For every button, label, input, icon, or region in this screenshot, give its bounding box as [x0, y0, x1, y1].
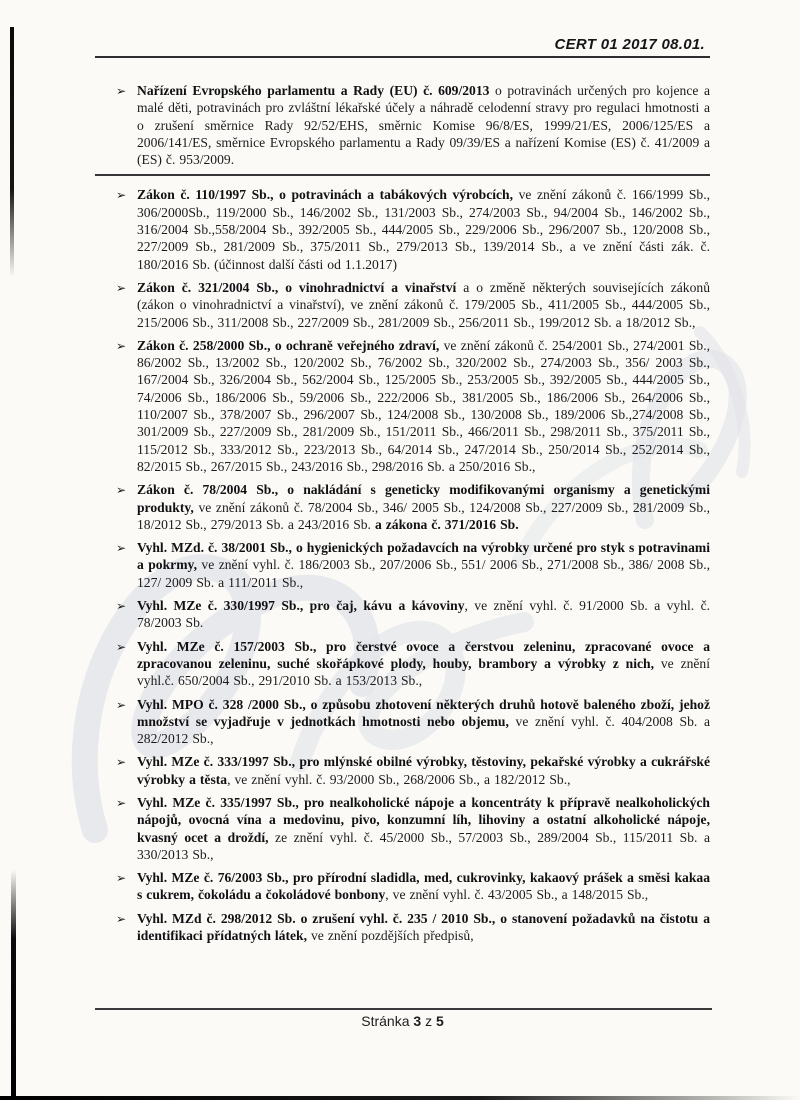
arrow-bullet-icon: ➢: [116, 338, 127, 353]
regulation-amendments: , ve znění vyhl. č. 43/2005 Sb., a 148/2015 Sb.,: [385, 887, 649, 903]
regulation-title: Zákon č. 110/1997 Sb., o potravinách a tabákových výrobcích,: [137, 187, 514, 203]
regulation-amendments: ze znění vyhl. č. 45/2000 Sb., 57/2003 Sb., 289/2004 Sb., 115/2011 Sb. a 330/2013 Sb.,: [137, 829, 710, 862]
regulation-title: Zákon č. 78/2004 Sb., o nakládání s geneticky modifikovanými organismy a genetickými produkty,: [137, 482, 710, 515]
arrow-bullet-icon: ➢: [116, 483, 127, 498]
header-divider: [95, 56, 710, 58]
regulation-amendments: ve znění zákonů č. 254/2001 Sb., 274/2001 Sb., 86/2002 Sb., 13/2002 Sb., 120/2002 Sb., 76/2002 Sb., 320/2002 Sb., 274/2003 Sb., 356/ 2003 Sb., 167/2004 Sb., 326/2004 Sb., 562/2004 Sb., 125/2005 Sb., 253/2005 Sb., 392/2005 Sb., 444/2005 Sb., 74/2006 Sb., 186/2006 Sb., 59/2006 Sb., 222/2006 Sb., 381/2005 Sb., 186/2006 Sb., 264/2006 Sb., 110/2007 Sb., 378/2007 Sb., 296/2007 Sb., 124/2008 Sb., 130/2008 Sb., 189/2006 Sb.,274/2008 Sb., 301/2009 Sb., 227/2009 Sb., 281/2009 Sb., 151/2011 Sb., 466/2011 Sb., 298/2011 Sb., 375/2011 Sb., 115/2012 Sb., 333/2012 Sb., 223/2013 Sb., 64/2014 Sb., 247/2014 Sb., 250/2014 Sb., 252/2014 Sb., 82/2015 Sb., 267/2015 Sb., 243/2016 Sb., 298/2016 Sb. a 250/2016 Sb.,: [137, 337, 710, 474]
list-item: [95, 753, 710, 788]
regulation-title: Vyhl. MZe č. 330/1997 Sb., pro čaj, kávu a kávoviny: [137, 598, 465, 614]
regulation-title: Vyhl. MZe č. 335/1997 Sb., pro nealkoholické nápoje a koncentráty k přípravě nealkoholických nápojů, ovocná vína a medovinu, pivo, konzumní líh, lihoviny a ostatní alkoholické nápoje, kvasný ocet a droždí,: [137, 794, 710, 845]
page-number-indicator: [95, 1013, 710, 1029]
footer-total-pages: 5: [435, 1013, 444, 1029]
arrow-bullet-icon: ➢: [116, 755, 127, 770]
regulation-list: [95, 82, 710, 950]
regulation-text: [137, 869, 710, 904]
regulation-text: [137, 638, 710, 690]
regulation-title-tail: a zákona č. 371/2016 Sb.: [374, 516, 519, 532]
regulation-title: Zákon č. 258/2000 Sb., o ochraně veřejného zdraví,: [137, 337, 440, 353]
list-item: [95, 82, 710, 168]
scan-edge-artifact-bottom: [0, 1096, 800, 1100]
regulation-amendments: ve znění vyhl. č. 404/2008 Sb. a 282/2012 Sb.,: [137, 713, 710, 747]
list-item: [95, 337, 710, 475]
regulation-title: Vyhl. MZe č. 333/1997 Sb., pro mlýnské obilné výrobky, těstoviny, pekařské výrobky a cukrářské výrobky a těsta: [137, 754, 710, 787]
regulation-title: Vyhl. MZe č. 76/2003 Sb., pro přírodní sladidla, med, cukrovinky, kakaový prášek a směsi kakaa s cukrem, čokoládu a čokoládové bonbony: [137, 870, 710, 903]
arrow-bullet-icon: ➢: [116, 871, 127, 886]
scan-edge-artifact-top-left: [10, 27, 14, 277]
regulation-text: [137, 539, 710, 591]
list-item: [95, 481, 710, 533]
arrow-bullet-icon: ➢: [116, 84, 127, 98]
regulation-text: [137, 82, 710, 168]
regulation-amendments: ve znění pozdějších předpisů,: [307, 928, 474, 944]
regulation-amendments: a o změně některých souvisejících zákonů (zákon o vinohradnictví a vinařství), ve znění zákonů č. 179/2005 Sb., 411/2005 Sb., 444/2005 Sb., 215/2006 Sb., 311/2008 Sb., 227/2009 Sb., 281/2009 Sb., 256/2011 Sb., 199/2012 Sb. a 18/2012 Sb.,: [137, 279, 710, 330]
regulation-title: Zákon č. 321/2004 Sb., o vinohradnictví a vinařství: [137, 279, 457, 295]
regulation-text: [137, 481, 710, 533]
regulation-text: [137, 186, 710, 272]
footer-divider: [95, 1008, 712, 1010]
regulation-amendments: , ve znění vyhl. č. 93/2000 Sb., 268/2006 Sb., a 182/2012 Sb.,: [227, 771, 571, 787]
regulation-text: [137, 337, 710, 475]
list-item: [95, 696, 710, 748]
list-item: [95, 186, 710, 272]
regulation-title: Vyhl. MZd. č. 38/2001 Sb., o hygienických požadavcích na výrobky určené pro styk s potravinami a pokrmy,: [137, 540, 710, 573]
list-item: [95, 869, 710, 904]
footer-current-page: 3: [413, 1013, 422, 1029]
list-item: [95, 597, 710, 632]
regulation-title: Vyhl. MPO č. 328 /2000 Sb., o způsobu zhotovení některých druhů hotově baleného zboží, jehož množství se vyjadřuje v jednotkách hmotnosti nebo objemu,: [137, 696, 710, 729]
arrow-bullet-icon: ➢: [116, 541, 127, 556]
regulation-amendments: ve znění zákonů č. 78/2004 Sb., 346/ 2005 Sb., 124/2008 Sb., 227/2009 Sb., 281/2009 Sb., 18/2012 Sb., 279/2013 Sb. a 243/2016 Sb.: [137, 499, 710, 532]
footer-label: Stránka: [361, 1013, 410, 1029]
arrow-bullet-icon: ➢: [116, 911, 127, 926]
regulation-amendments: o potravinách určených pro kojence a malé děti, potravinách pro zvláštní lékařské účely a náhradě celodenní stravy pro regulaci hmotnosti a o zrušení směrnice Rady 92/52/EHS, směrnic Komise 96/8/ES, 1999/21/ES, 2006/125/ES a 2006/141/ES, směrnice Evropského parlamentu a Rady 09/39/ES a nařízení Komise (ES) č. 41/2009 a (ES) č. 953/2009.: [137, 83, 710, 168]
regulation-text: [137, 696, 710, 748]
arrow-bullet-icon: ➢: [116, 188, 127, 203]
regulation-text: [137, 910, 710, 945]
list-item: [95, 638, 710, 690]
footer-separator: z: [425, 1013, 433, 1029]
regulation-text: [137, 597, 710, 632]
regulation-text: [137, 794, 710, 863]
list-item: [95, 539, 710, 591]
arrow-bullet-icon: ➢: [116, 599, 127, 614]
list-item: [95, 279, 710, 331]
arrow-bullet-icon: ➢: [116, 795, 127, 810]
regulation-title: Vyhl. MZe č. 157/2003 Sb., pro čerstvé ovoce a čerstvou zeleninu, zpracované ovoce a zpracovanou zeleninu, suché skořápkové plody, houby, brambory a výrobky z nich,: [137, 638, 710, 671]
regulation-text: [137, 753, 710, 788]
regulation-title: Vyhl. MZd č. 298/2012 Sb. o zrušení vyhl. č. 235 / 2010 Sb., o stanovení požadavků na čistotu a identifikaci přídatných látek,: [137, 910, 710, 944]
section-divider: [95, 174, 710, 176]
regulation-amendments: , ve znění vyhl. č. 91/2000 Sb. a vyhl. č. 78/2003 Sb.: [137, 598, 711, 631]
regulation-amendments: ve znění zákonů č. 166/1999 Sb., 306/2000Sb., 119/2000 Sb., 146/2002 Sb., 131/2003 Sb., 274/2003 Sb., 94/2004 Sb., 146/2002 Sb., 316/2004 Sb.,558/2004 Sb., 392/2005 Sb., 444/2005 Sb., 229/2006 Sb., 296/2007 Sb., 120/2008 Sb., 227/2009 Sb., 281/2009 Sb., 375/2011 Sb., 279/2013 Sb., 139/2014 Sb., a ve znění části zák. č. 180/2016 Sb. (účinnost další části od 1.1.2017): [137, 187, 710, 272]
document-reference-code: CERT 01 2017 08.01.: [554, 36, 705, 53]
arrow-bullet-icon: ➢: [116, 280, 127, 295]
arrow-bullet-icon: ➢: [116, 697, 127, 712]
regulation-title: Nařízení Evropského parlamentu a Rady (EU) č. 609/2013: [137, 83, 490, 98]
scan-edge-artifact-bottom-left: [11, 870, 16, 1100]
arrow-bullet-icon: ➢: [116, 639, 127, 654]
regulation-amendments: ve znění vyhl.č. 650/2004 Sb., 291/2010 Sb. a 153/2013 Sb.,: [137, 655, 711, 689]
list-item: [95, 794, 710, 863]
regulation-amendments: ve znění vyhl. č. 186/2003 Sb., 207/2006 Sb., 551/ 2006 Sb., 271/2008 Sb., 386/ 2008 Sb., 127/ 2009 Sb. a 111/2011 Sb.,: [137, 557, 710, 590]
list-item: [95, 910, 710, 945]
regulation-text: [137, 279, 710, 331]
